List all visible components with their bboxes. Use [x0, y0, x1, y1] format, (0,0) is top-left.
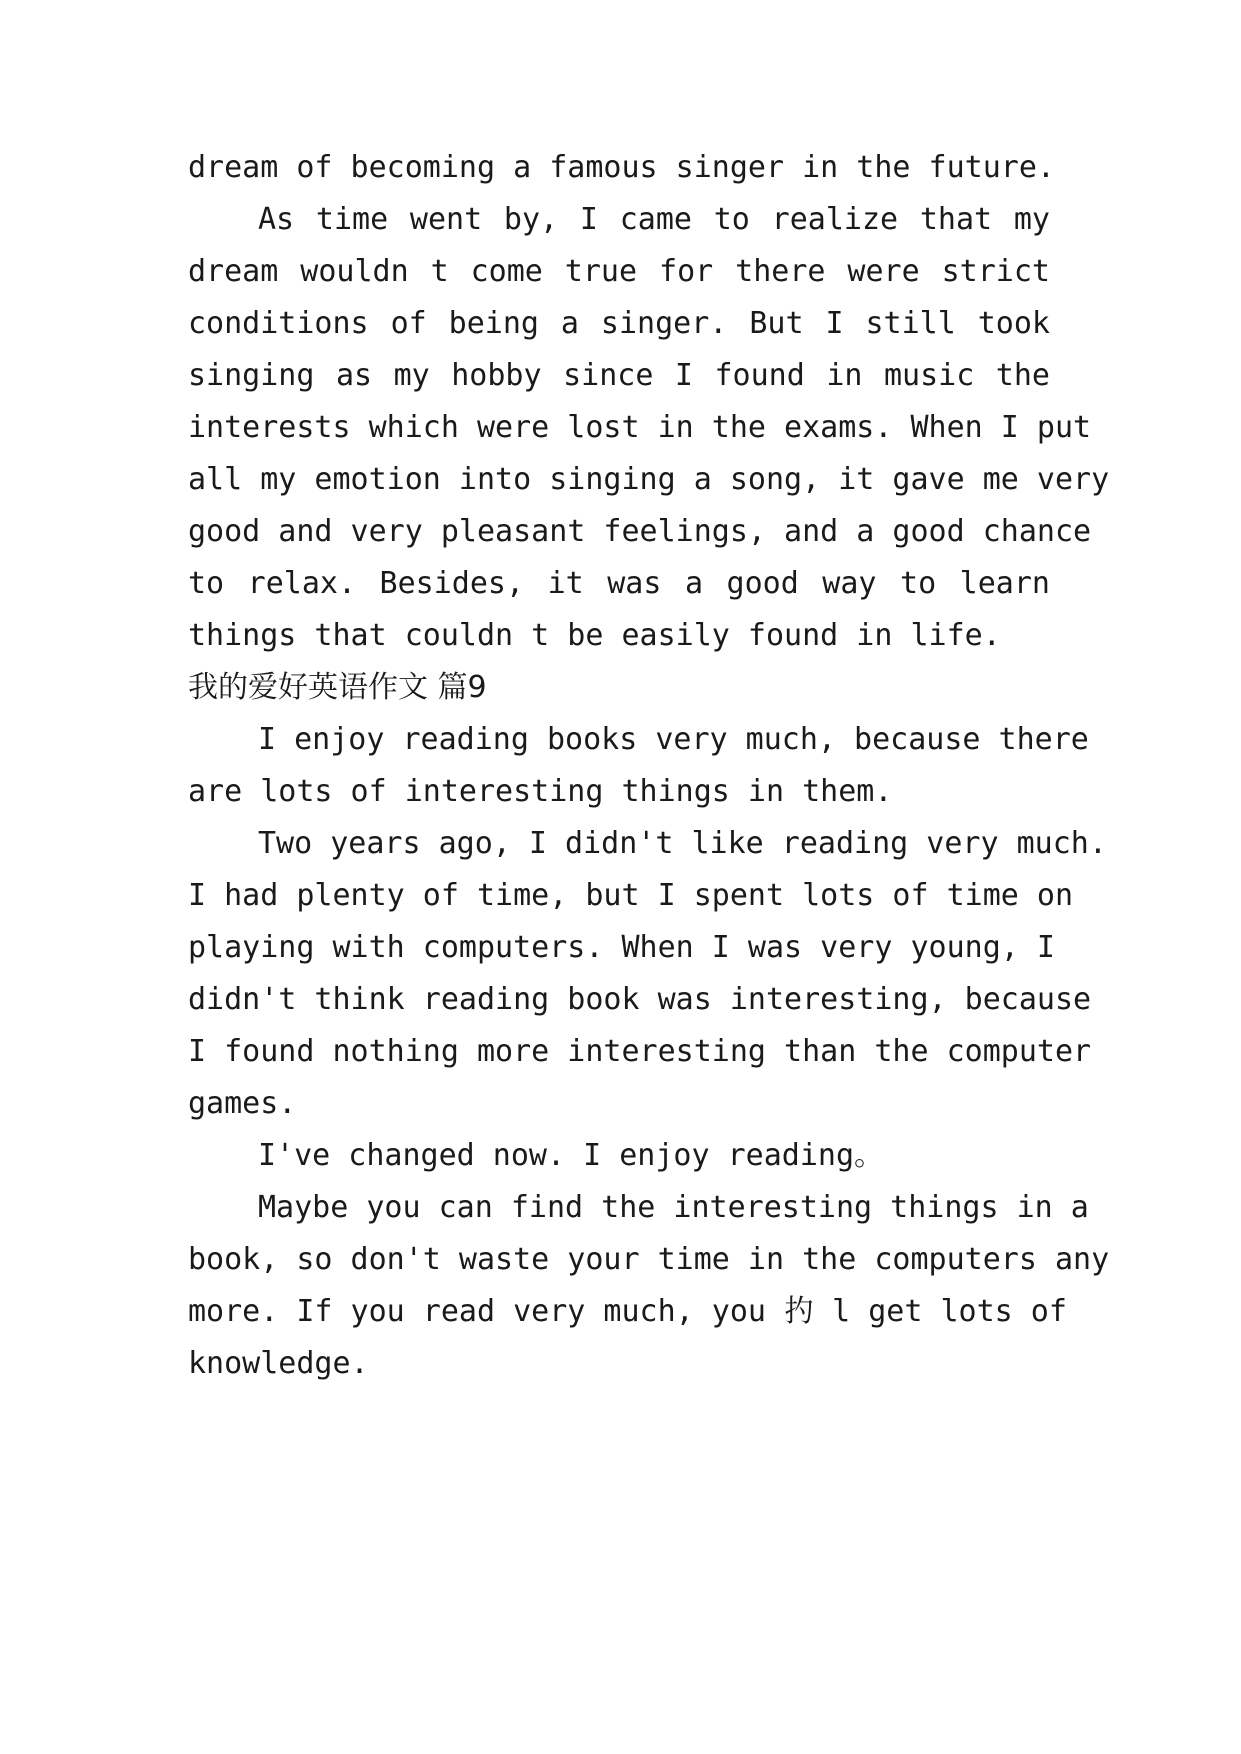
text-line: all my emotion into singing a song, it gave me very	[188, 462, 1110, 497]
section-heading: 我的爱好英语作文 篇9	[188, 670, 487, 705]
text-line: dream wouldn t come true for there were strict	[188, 254, 1050, 289]
text-line: more. If you read very much, you 扚 l get lots of	[188, 1294, 1067, 1329]
text-line: I had plenty of time, but I spent lots of time on	[188, 878, 1074, 913]
text-line: singing as my hobby since I found in music the	[188, 358, 1050, 393]
text-line: good and very pleasant feelings, and a good chance	[188, 514, 1092, 549]
text-line: to relax. Besides, it was a good way to learn	[188, 566, 1050, 601]
text-line: didn't think reading book was interesting, because	[188, 982, 1092, 1017]
text-line: are lots of interesting things in them.	[188, 774, 893, 809]
text-line: I found nothing more interesting than the computer	[188, 1034, 1092, 1069]
text-line: dream of becoming a famous singer in the future.	[188, 150, 1055, 185]
text-line: Two years ago, I didn't like reading very much.	[258, 826, 1107, 861]
text-line: Maybe you can find the interesting things in a	[258, 1190, 1089, 1225]
text-line: interests which were lost in the exams. When I put	[188, 410, 1092, 445]
text-line: book, so don't waste your time in the computers any	[188, 1242, 1110, 1277]
text-line: games.	[188, 1086, 297, 1121]
text-line: playing with computers. When I was very young, I	[188, 930, 1055, 965]
text-line: conditions of being a singer. But I still took	[188, 306, 1050, 341]
text-line: I enjoy reading books very much, because there	[258, 722, 1089, 757]
text-line: knowledge.	[188, 1346, 369, 1381]
text-line: I've changed now. I enjoy reading。	[258, 1138, 885, 1173]
text-line: things that couldn t be easily found in life.	[188, 618, 1001, 653]
text-line: As time went by, I came to realize that my	[258, 202, 1050, 237]
